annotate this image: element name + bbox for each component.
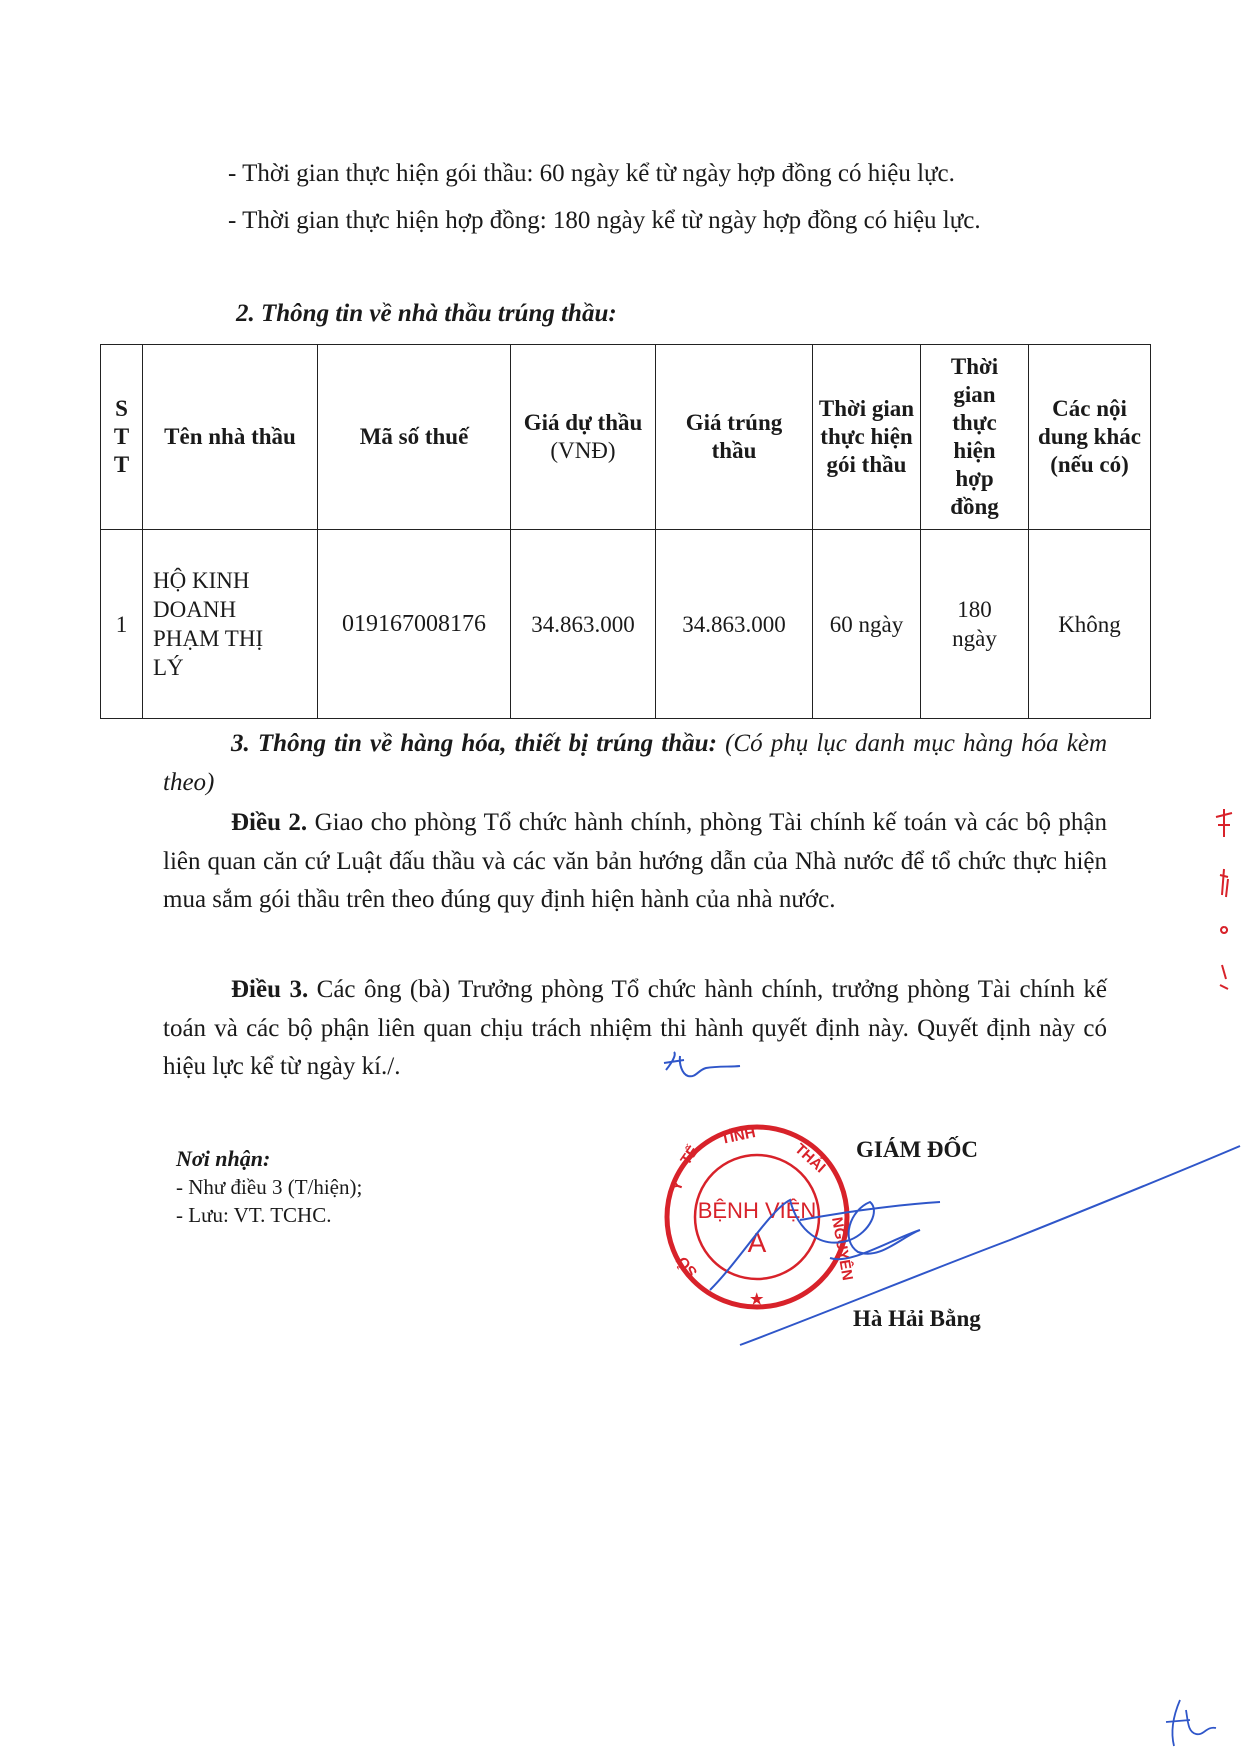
cell-other: Không	[1029, 530, 1151, 719]
stamp-center-line1: BỆNH VIỆN	[697, 1198, 817, 1223]
svg-text:TẾ: TẾ	[677, 1142, 703, 1169]
recipient-item: - Lưu: VT. TCHC.	[176, 1203, 332, 1227]
col-tax-code: Mã số thuế	[318, 345, 511, 530]
page-initials	[1160, 1690, 1220, 1750]
svg-text:NGUYÊN: NGUYÊN	[828, 1215, 856, 1282]
section3-paragraph	[163, 725, 1107, 802]
section3-note: (Có phụ lục danh mục hàng hóa kèm theo)	[163, 730, 1107, 796]
cell-stt: 1	[101, 530, 143, 719]
recipients-title: Nơi nhận:	[176, 1146, 271, 1171]
table-header-row	[101, 345, 1151, 530]
package-time-line: - Thời gian thực hiện gói thầu: 60 ngày kể từ ngày hợp đồng có hiệu lực.	[228, 160, 955, 187]
table-row	[101, 530, 1151, 719]
recipient-item: - Như điều 3 (T/hiện);	[176, 1175, 363, 1199]
cell-tax-code: 019167008176	[318, 530, 511, 719]
stamp-center-line2: A	[747, 1227, 767, 1258]
article3-label: Điều 3.	[231, 976, 309, 1003]
svg-text:SỞ: SỞ	[673, 1251, 702, 1281]
contractor-table	[100, 344, 1151, 719]
signer-name: Hà Hải Bằng	[853, 1306, 981, 1331]
section2-heading: 2. Thông tin về nhà thầu trúng thầu:	[236, 300, 617, 327]
contract-time-line: - Thời gian thực hiện hợp đồng: 180 ngày kể từ ngày hợp đồng có hiệu lực.	[228, 207, 981, 234]
margin-marks	[1210, 805, 1238, 995]
col-package-time: Thời gian thực hiện gói thầu	[813, 345, 921, 530]
svg-text:Y: Y	[667, 1178, 688, 1194]
director-signature	[680, 1140, 1240, 1350]
cell-contractor: HỘ KINH DOANH PHẠM THỊ LÝ	[143, 530, 318, 719]
article3-paragraph	[163, 971, 1107, 1087]
article2-label: Điều 2.	[231, 809, 308, 836]
article2-paragraph	[163, 804, 1107, 920]
cell-package-time: 60 ngày	[813, 530, 921, 719]
initials-mark	[660, 1050, 742, 1084]
svg-text:TỈNH: TỈNH	[719, 1124, 758, 1148]
cell-bid-price: 34.863.000	[511, 530, 656, 719]
svg-text:★: ★	[750, 1291, 764, 1308]
cell-award-price: 34.863.000	[656, 530, 813, 719]
svg-text:THÁI: THÁI	[791, 1140, 829, 1177]
article3-text: Các ông (bà) Trưởng phòng Tổ chức hành chính, trưởng phòng Tài chính kế toán và các bộ phận liên quan chịu trách nhiệm thi hành quyết định này. Quyết định này có hiệu lực kể từ ngày kí./.	[163, 976, 1108, 1080]
col-other: Các nội dung khác (nếu có)	[1029, 345, 1151, 530]
col-contract-time: Thời gian thực hiện hợp đồng	[921, 345, 1029, 530]
col-bid-price: Giá dự thầu (VNĐ)	[511, 345, 656, 530]
article2-text: Giao cho phòng Tổ chức hành chính, phòng Tài chính kế toán và các bộ phận liên quan căn cứ Luật đấu thầu và các văn bản hướng dẫn của Nhà nước để tổ chức thực hiện mua sắm gói thầu trên theo đúng quy định hiện hành của nhà nước.	[163, 809, 1108, 913]
section3-heading: 3. Thông tin về hàng hóa, thiết bị trúng thầu:	[231, 730, 717, 757]
cell-contract-time: 180 ngày	[921, 530, 1029, 719]
col-award-price: Giá trúng thầu	[656, 345, 813, 530]
col-contractor: Tên nhà thầu	[143, 345, 318, 530]
recipients-block	[176, 1145, 362, 1229]
signature-title: GIÁM ĐỐC	[856, 1137, 979, 1162]
col-stt: S T T	[101, 345, 143, 530]
